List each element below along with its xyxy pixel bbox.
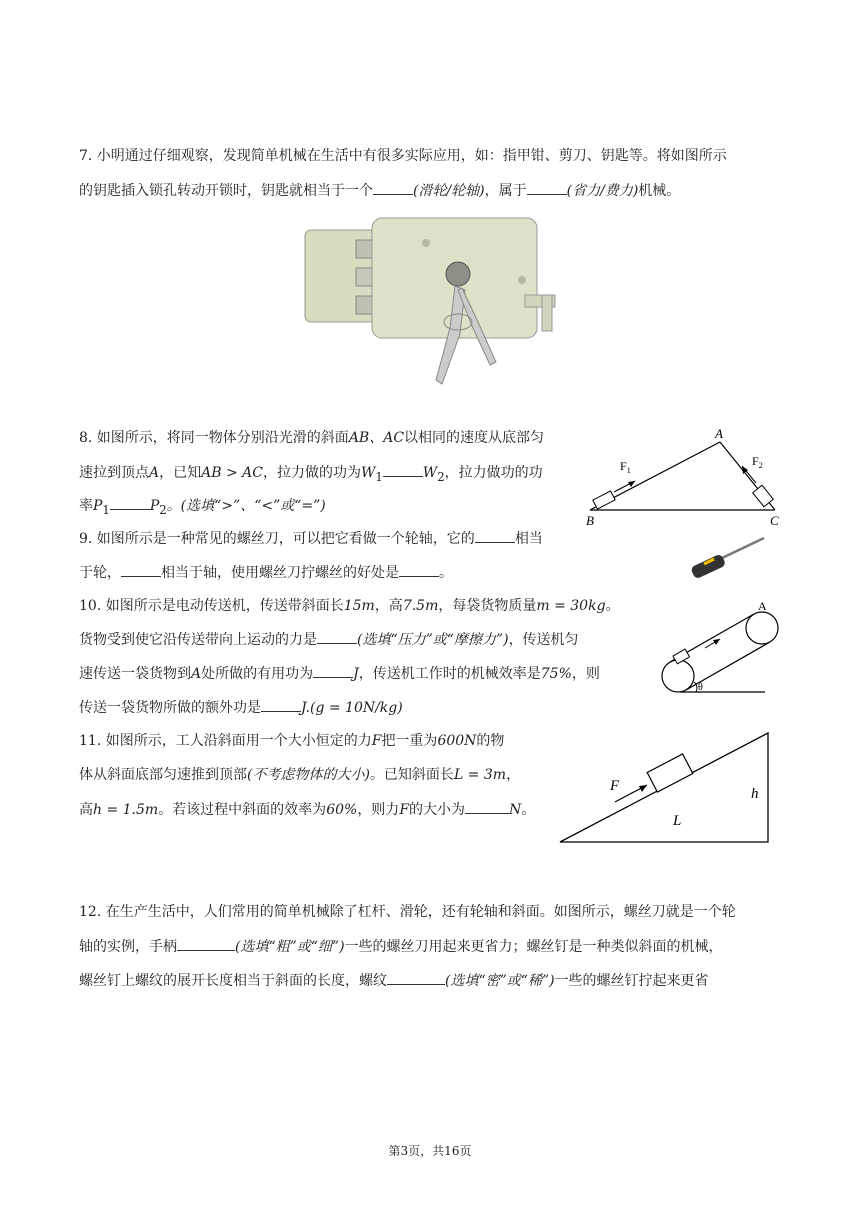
label-a: A	[715, 426, 723, 441]
lock-screw	[422, 239, 430, 247]
label-a: A	[758, 599, 767, 613]
q8-incline-figure	[580, 425, 790, 530]
label-h: h	[751, 786, 759, 802]
conveyor-roller-bottom	[662, 660, 694, 692]
label-b: B	[586, 513, 594, 528]
q12-line-3: 螺丝钉上螺纹的展开长度相当于斜面的长度，螺纹 (选填“密”或“稀”)一些的螺丝钉拧起来更省	[79, 970, 709, 991]
label-f: F	[610, 778, 620, 794]
answer-blank[interactable]	[465, 799, 509, 814]
label-c: C	[770, 513, 779, 528]
q11-line-2: 体从斜面底部匀速推到顶部(不考虑物体的大小)。已知斜面长L = 3m，	[79, 767, 521, 783]
screwdriver-handle	[690, 553, 726, 579]
answer-blank[interactable]	[110, 495, 150, 510]
label-f2: $F_2$	[752, 454, 763, 470]
q7-line-2: 的钥匙插入锁孔转动开锁时，钥匙就相当于一个 (滑轮/轮轴)，属于 (省力/费力)机械。	[79, 180, 680, 201]
q11-line-3: 高h = 1.5m。若该过程中斜面的效率为60%，则力F的大小为 N。	[79, 799, 535, 820]
q8-line-1: 8. 如图所示，将同一物体分别沿光滑的斜面AB、AC以相同的速度从底部匀	[79, 430, 545, 446]
answer-blank[interactable]	[313, 663, 353, 678]
q12-line-2: 轴的实例，手柄 (选填“粗”或“细”)一些的螺丝刀用起来更省力；螺丝钉是一种类似斜面的机械，	[79, 936, 723, 957]
lock-latch	[542, 295, 552, 331]
q9-line-2: 于轮， 相当于轴，使用螺丝刀拧螺丝的好处是 。	[79, 562, 453, 583]
answer-blank[interactable]	[527, 180, 567, 195]
conveyor-roller-top	[746, 612, 778, 644]
answer-blank[interactable]	[121, 562, 161, 577]
answer-blank[interactable]	[399, 562, 439, 577]
q8-line-2: 速拉到顶点A，已知AB > AC，拉力做的功为$W_1$ $W_2$，拉力做功的功	[79, 462, 543, 487]
answer-blank[interactable]	[261, 697, 301, 712]
q11-line-1: 11. 如图所示，工人沿斜面用一个大小恒定的力F把一重为600N的物	[79, 733, 505, 749]
q10-line-3: 速传送一袋货物到A处所做的有用功为 J，传送机工作时的机械效率是75%，则	[79, 663, 600, 684]
q10-conveyor-figure	[650, 598, 790, 700]
q7-line-1: 7. 小明通过仔细观察，发现简单机械在生活中有很多实际应用，如：指甲钳、剪刀、钥匙等。将如图所示	[79, 148, 727, 164]
answer-blank[interactable]	[373, 180, 413, 195]
label-f1: $F_1$	[620, 459, 631, 475]
screwdriver-shaft	[722, 538, 764, 558]
lock-screw	[518, 276, 526, 284]
label-theta: θ	[698, 682, 703, 693]
answer-blank[interactable]	[177, 936, 235, 951]
answer-blank[interactable]	[317, 629, 357, 644]
answer-blank[interactable]	[383, 462, 423, 477]
q12-line-1: 12. 在生产生活中，人们常用的简单机械除了杠杆、滑轮，还有轮轴和斜面。如图所示，螺丝刀就是一个轮	[79, 904, 736, 920]
page-footer: 第3页，共16页	[388, 1144, 472, 1158]
answer-blank[interactable]	[387, 970, 445, 985]
lock-image	[300, 210, 560, 395]
screwdriver-image	[688, 534, 768, 584]
q11-incline-figure	[555, 730, 775, 848]
q8-line-3: 率$P_1$ $P_2$。(选填“>”、“<”或“=”)	[79, 495, 326, 520]
q10-line-2: 货物受到使它沿传送带向上运动的力是 (选填“压力”或“摩擦力”)，传送机匀	[79, 629, 579, 650]
q10-line-4: 传送一袋货物所做的额外功是 J.(g = 10N/kg)	[79, 697, 403, 718]
answer-blank[interactable]	[475, 528, 515, 543]
label-l: L	[673, 813, 682, 829]
q9-line-1: 9. 如图所示是一种常见的螺丝刀，可以把它看做一个轮轴，它的 相当	[79, 528, 543, 549]
keyhole-cylinder	[446, 262, 470, 286]
block-on-ab	[593, 491, 615, 509]
q10-line-1: 10. 如图所示是电动传送机，传送带斜面长15m，高7.5m，每袋货物质量m = 30kg。	[79, 598, 620, 614]
